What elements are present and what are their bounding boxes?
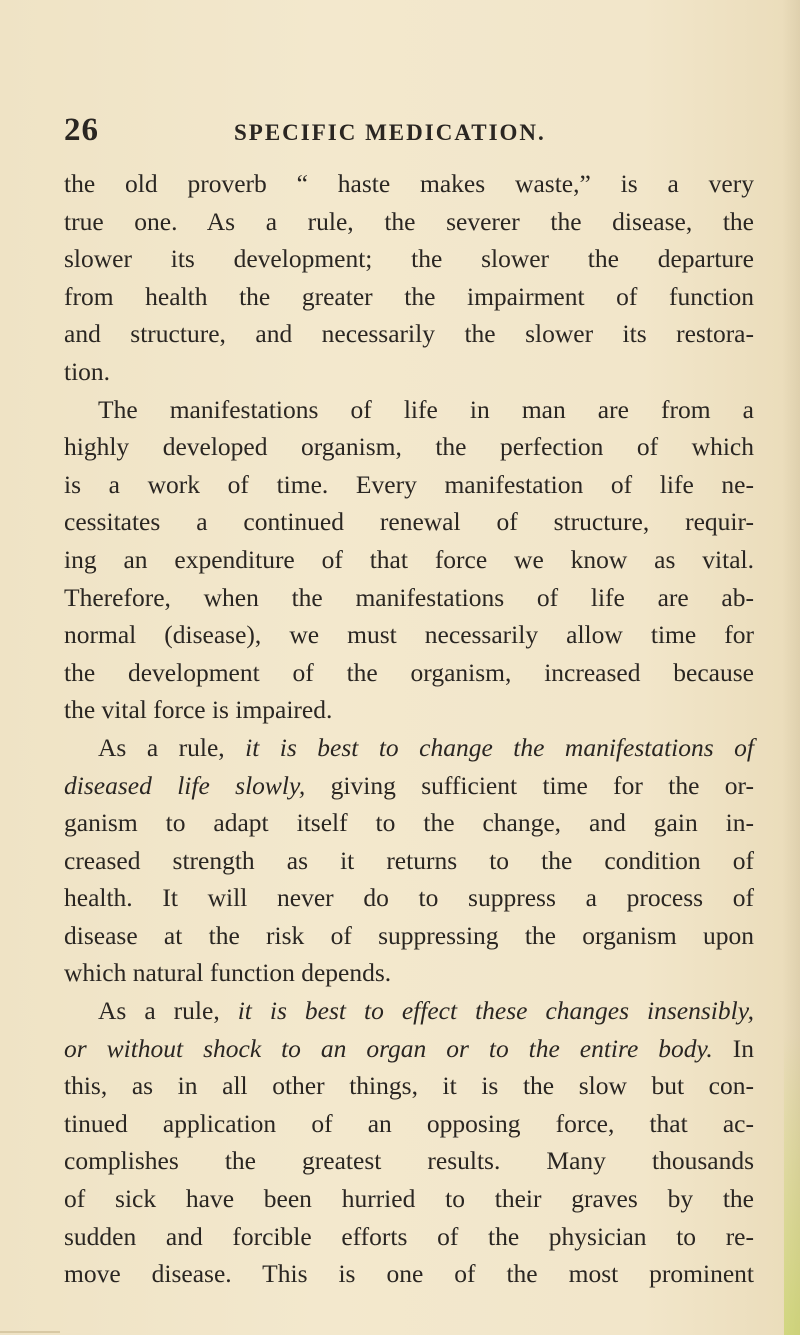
text-line [64, 1067, 754, 1105]
text-line [64, 804, 754, 842]
text-line [64, 278, 754, 316]
text-line [64, 428, 754, 466]
text-line [64, 315, 754, 353]
text-run: which natural function depends. [64, 958, 392, 988]
text-line [64, 729, 754, 767]
text-run: As a rule, [98, 996, 238, 1026]
page-header [64, 112, 754, 152]
text-run: and structure, and necessarily the slower its restora- [64, 319, 754, 349]
text-run: cessitates a continued renewal of structure, requir- [64, 507, 754, 537]
text-line [64, 954, 754, 992]
text-line [64, 767, 754, 805]
text-line [64, 541, 754, 579]
text-run: highly developed organism, the perfection of which [64, 432, 754, 462]
body-text [64, 165, 754, 1293]
text-run: The manifestations of life in man are from a [98, 394, 754, 424]
text-run: ing an expenditure of that force we know as vital. [64, 544, 754, 574]
text-line [64, 616, 754, 654]
text-line [64, 1255, 754, 1293]
bottom-edge-rule [0, 1331, 60, 1333]
text-run: health. It will never do to suppress a process of [64, 883, 754, 913]
page-number: 26 [64, 112, 99, 148]
italic-text: or without shock to an organ or to the entire body. [64, 1033, 713, 1063]
text-run: ganism to adapt itself to the change, and gain in- [64, 808, 754, 838]
text-run: normal (disease), we must necessarily allow time for [64, 620, 754, 650]
text-line [64, 1142, 754, 1180]
page-corner-stain [784, 1035, 800, 1335]
text-run: the old proverb “ haste makes waste,” is a very [64, 169, 754, 198]
text-line [64, 879, 754, 917]
text-line [64, 165, 754, 203]
text-run: is a work of time. Every manifestation of life ne- [64, 469, 754, 499]
text-run: the development of the organism, increased because [64, 657, 754, 687]
text-run: this, as in all other things, it is the slow but con- [64, 1071, 754, 1101]
text-line [64, 353, 754, 391]
text-line [64, 1218, 754, 1256]
text-run: from health the greater the impairment of function [64, 281, 754, 311]
text-run: In [712, 1033, 754, 1063]
text-run: complishes the greatest results. Many thousands [64, 1146, 754, 1176]
text-line [64, 1180, 754, 1218]
text-line [64, 203, 754, 241]
text-run: tion. [64, 356, 111, 386]
italic-text: diseased life slowly, [64, 770, 306, 800]
text-run: disease at the risk of suppressing the organism upon [64, 920, 754, 950]
text-line [64, 691, 754, 729]
text-line [64, 992, 754, 1030]
text-run: creased strength as it returns to the condition of [64, 845, 754, 875]
text-line [64, 503, 754, 541]
text-line [64, 240, 754, 278]
text-run: As a rule, [98, 732, 246, 762]
text-run: slower its development; the slower the departure [64, 244, 754, 274]
text-run: of sick have been hurried to their graves by the [64, 1184, 754, 1214]
italic-text: it is best to effect these changes insensibly, [237, 996, 754, 1026]
text-run: giving sufficient time for the or- [305, 770, 755, 800]
text-line [64, 1030, 754, 1068]
text-line [64, 466, 754, 504]
text-run: true one. As a rule, the severer the disease, the [64, 206, 754, 236]
text-run: the vital force is impaired. [64, 695, 333, 725]
text-line [64, 579, 754, 617]
text-run: Therefore, when the manifestations of life are ab- [64, 582, 754, 612]
text-line [64, 1105, 754, 1143]
text-run: move disease. This is one of the most prominent [64, 1259, 754, 1289]
text-line [64, 842, 754, 880]
text-run: sudden and forcible efforts of the physician to re- [64, 1221, 754, 1251]
text-line [64, 391, 754, 429]
running-head: SPECIFIC MEDICATION. [234, 120, 546, 145]
italic-text: it is best to change the manifestations of [245, 732, 754, 762]
text-line [64, 654, 754, 692]
text-run: tinued application of an opposing force, that ac- [64, 1108, 754, 1138]
text-line [64, 917, 754, 955]
